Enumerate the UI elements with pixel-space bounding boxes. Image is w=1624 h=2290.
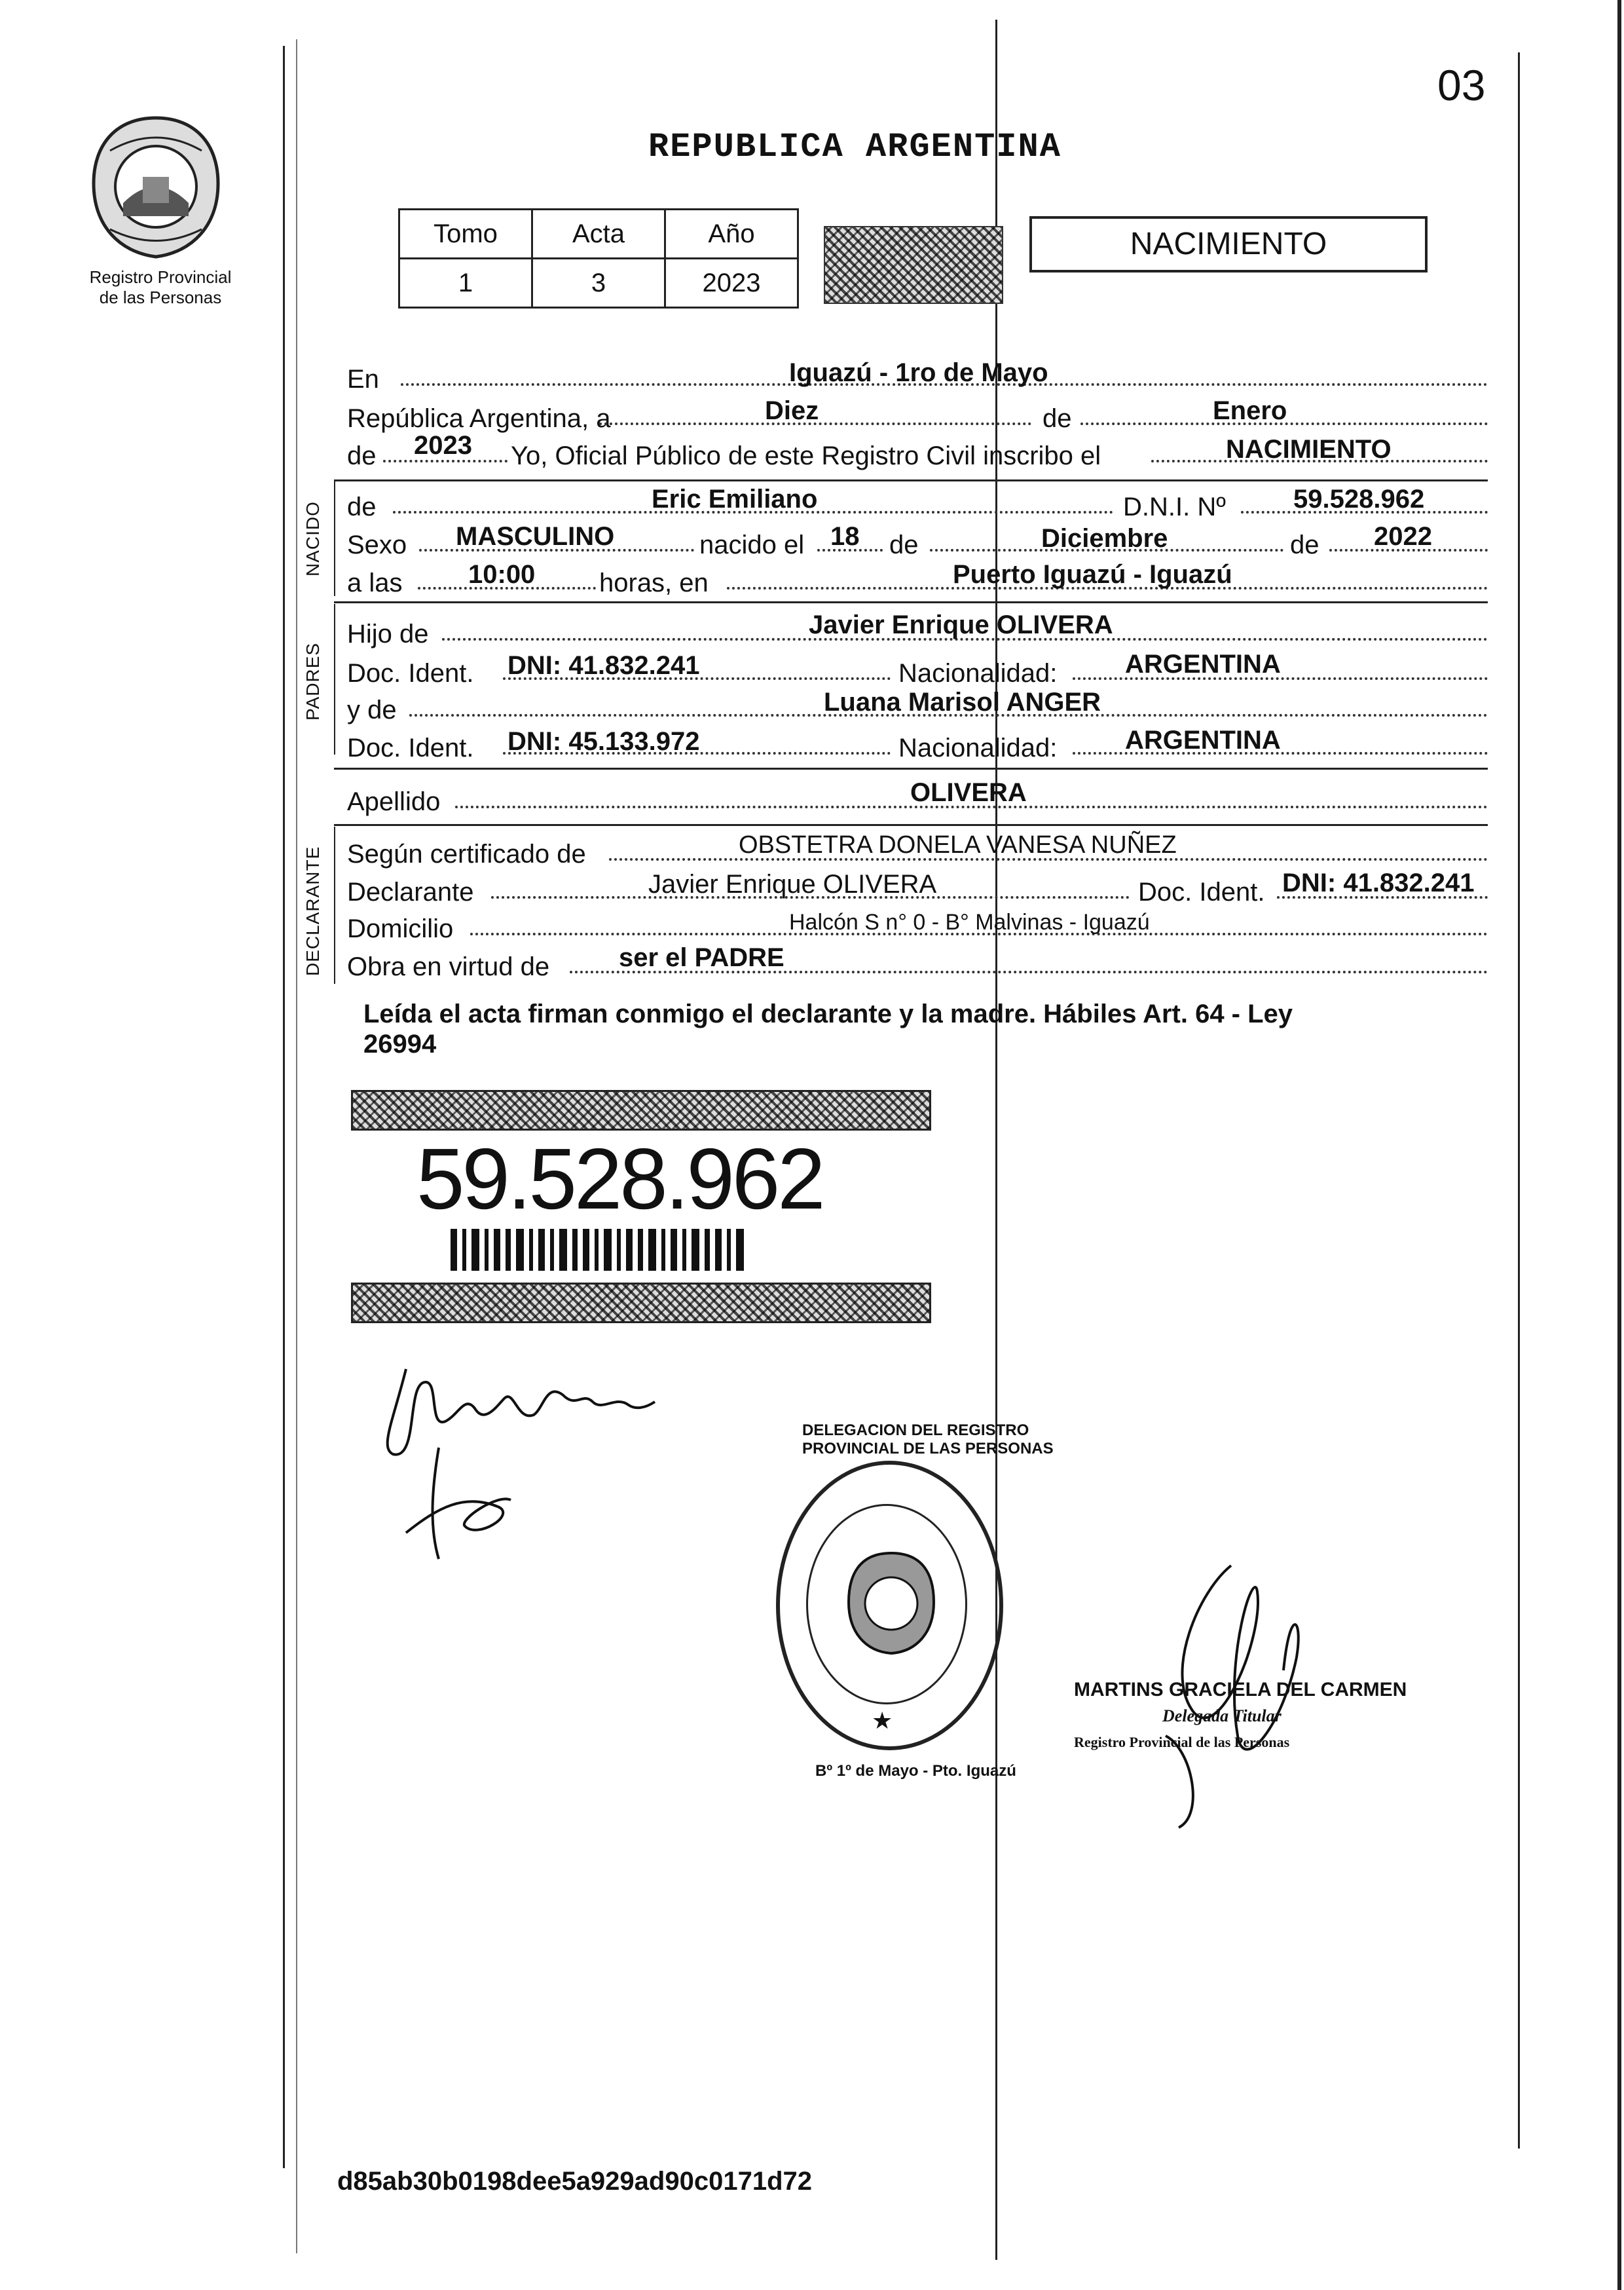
center-fold-line: [995, 20, 997, 2260]
alas-label: a las: [347, 569, 403, 597]
declarante-signature: [367, 1343, 707, 1592]
ref-header-tomo: Tomo: [399, 210, 532, 259]
security-pattern: [824, 226, 1003, 304]
record-type: NACIMIENTO: [1130, 227, 1327, 261]
certificado-label: Según certificado de: [347, 840, 586, 869]
ref-table: [398, 208, 799, 309]
official-role: Delegada Titular: [1162, 1706, 1282, 1725]
ref-value-tomo: 1: [399, 259, 532, 308]
ref-header-acta: Acta: [532, 210, 665, 259]
nacido-label: nacido el: [699, 531, 805, 559]
section-padres: PADRES: [303, 642, 323, 721]
obra-value: ser el PADRE: [619, 943, 784, 972]
padre-nacionalidad: ARGENTINA: [1125, 650, 1281, 679]
logo-caption-line1: Registro Provincial: [89, 267, 232, 287]
padre-doc: DNI: 41.832.241: [507, 651, 700, 680]
nac-mes: Diciembre: [1041, 524, 1168, 553]
section-declarante: DECLARANTE: [303, 846, 323, 976]
domicilio-value: Halcón S n° 0 - B° Malvinas - Iguazú: [789, 910, 1150, 935]
dni-value: 59.528.962: [1293, 485, 1425, 514]
official-name: MARTINS GRACIELA DEL CARMEN: [1074, 1679, 1407, 1700]
madre-doc: DNI: 45.133.972: [507, 727, 700, 756]
dni-barcode: [451, 1229, 744, 1271]
de-label-3: de: [347, 493, 377, 521]
nota-legal: [363, 999, 1293, 1059]
province-logo: [84, 111, 228, 262]
docident-label-1: Doc. Ident.: [347, 659, 474, 688]
section-nacido: NACIDO: [303, 501, 323, 576]
de-label-1: de: [1043, 404, 1072, 433]
docident-label-2: Doc. Ident.: [347, 734, 474, 762]
de-label-2: de: [347, 441, 377, 470]
nacionalidad-label-2: Nacionalidad:: [898, 734, 1058, 762]
ref-value-acta: 3: [532, 259, 665, 308]
nacionalidad-label-1: Nacionalidad:: [898, 659, 1058, 688]
mes-value: Enero: [1213, 396, 1287, 425]
republica-label: República Argentina, a: [347, 404, 611, 433]
logo-caption-line2: de las Personas: [99, 288, 222, 307]
country-title: REPUBLICA ARGENTINA: [648, 128, 1061, 166]
nota-line-2: 26994: [363, 1030, 437, 1059]
hora-value: 10:00: [468, 560, 536, 589]
official-office: Registro Provincial de las Personas: [1074, 1734, 1290, 1750]
stamp-ring-text: DELEGACION DEL REGISTRO PROVINCIAL DE LAS PERSONAS: [802, 1421, 1054, 1457]
sexo-value: MASCULINO: [456, 522, 615, 551]
de-label-4: de: [889, 531, 919, 559]
dni-big-number: 59.528.962: [416, 1131, 823, 1227]
dni-label: D.N.I. Nº: [1123, 493, 1226, 521]
lugar-value: Puerto Iguazú - Iguazú: [953, 560, 1232, 589]
official-stamp: [776, 1461, 1003, 1750]
nac-dia: 18: [830, 522, 860, 551]
padre-value: Javier Enrique OLIVERA: [809, 610, 1113, 639]
official-block: [1074, 1677, 1407, 1755]
docident-label-3: Doc. Ident.: [1138, 878, 1265, 907]
logo-caption: [65, 267, 255, 308]
inscribe-value: NACIMIENTO: [1226, 435, 1392, 464]
en-value: Iguazú - 1ro de Mayo: [789, 358, 1048, 387]
left-margin-line-thin: [296, 39, 297, 2253]
anio-value: 2023: [414, 431, 472, 460]
record-type-box: [1029, 216, 1428, 272]
horas-label: horas, en: [599, 569, 709, 597]
certificado-value: OBSTETRA DONELA VANESA NUÑEZ: [739, 831, 1177, 859]
declarante-label: Declarante: [347, 878, 474, 907]
document-hash: d85ab30b0198dee5a929ad90c0171d72: [337, 2167, 812, 2196]
security-band-top: [351, 1090, 931, 1131]
hijo-label: Hijo de: [347, 620, 429, 648]
right-edge-line: [1617, 0, 1621, 2290]
declarante-value: Javier Enrique OLIVERA: [648, 870, 937, 899]
nota-line-1: Leída el acta firman conmigo el declarante y la madre. Hábiles Art. 64 - Ley: [363, 1000, 1293, 1028]
yde-label: y de: [347, 696, 397, 724]
en-label: En: [347, 365, 379, 394]
left-margin-line: [283, 46, 285, 2168]
dia-value: Diez: [765, 396, 819, 425]
declarante-doc: DNI: 41.832.241: [1282, 869, 1475, 897]
security-band-bottom: [351, 1283, 931, 1323]
domicilio-label: Domicilio: [347, 914, 454, 943]
oficial-text: Yo, Oficial Público de este Registro Civil inscribo el: [511, 441, 1101, 470]
obra-label: Obra en virtud de: [347, 952, 550, 981]
ref-header-anio: Año: [665, 210, 798, 259]
stamp-seal-icon: [845, 1550, 937, 1655]
stamp-inner-text: Bº 1º de Mayo - Pto. Iguazú: [815, 1762, 1016, 1780]
nombre-value: Eric Emiliano: [652, 485, 818, 514]
ref-value-anio: 2023: [665, 259, 798, 308]
apellido-value: OLIVERA: [910, 778, 1027, 807]
madre-value: Luana Marisol ANGER: [824, 688, 1101, 717]
sexo-label: Sexo: [347, 531, 407, 559]
madre-nacionalidad: ARGENTINA: [1125, 726, 1281, 755]
nac-anio: 2022: [1374, 522, 1432, 551]
page-number: 03: [1437, 61, 1486, 109]
right-margin-line: [1518, 52, 1520, 2149]
province-seal-icon: [84, 111, 228, 262]
stamp-star-icon: ★: [872, 1707, 893, 1734]
apellido-label: Apellido: [347, 787, 441, 816]
de-label-5: de: [1290, 531, 1320, 559]
